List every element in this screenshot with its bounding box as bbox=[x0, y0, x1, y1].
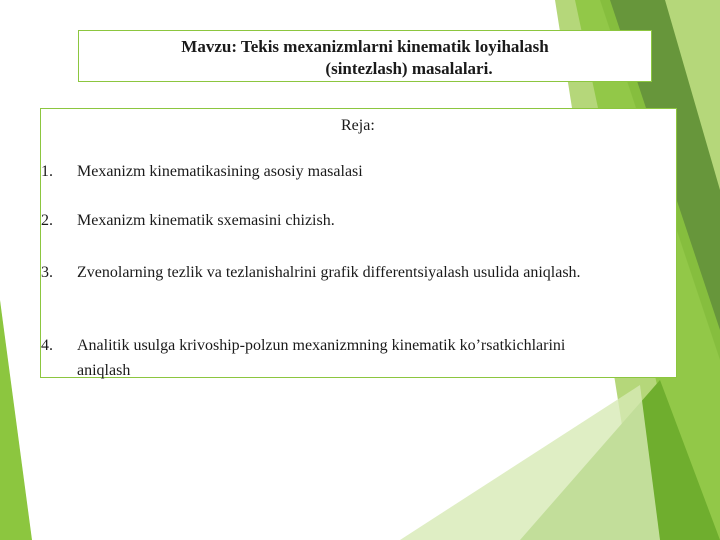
title-line-2: (sintezlash) masalalari. bbox=[325, 59, 493, 78]
title-line-1: Mavzu: Tekis mexanizmlarni kinematik loyihalash bbox=[181, 37, 549, 56]
list-item-text: Mexanizm kinematik sxemasini chizish. bbox=[77, 212, 335, 229]
list-item-text: Zvenolarning tezlik va tezlanishalrini grafik differentsiyalash usulida aniqlash. bbox=[77, 264, 581, 281]
decor-shape-right-bottom-light bbox=[400, 385, 660, 540]
plan-heading: Reja: bbox=[341, 117, 375, 134]
decor-shape-left bbox=[0, 300, 32, 540]
list-item-number: 4. bbox=[41, 337, 53, 354]
list-item-number: 3. bbox=[41, 264, 53, 281]
list-item-text: Mexanizm kinematikasining asosiy masalasi bbox=[77, 163, 363, 180]
title-box bbox=[78, 30, 652, 82]
content-box bbox=[40, 108, 677, 378]
list-item-number: 1. bbox=[41, 163, 53, 180]
list-item-number: 2. bbox=[41, 212, 53, 229]
list-item-text: Analitik usulga krivoship-polzun mexanizmning kinematik ko’rsatkichlarini aniqlash bbox=[77, 337, 566, 379]
